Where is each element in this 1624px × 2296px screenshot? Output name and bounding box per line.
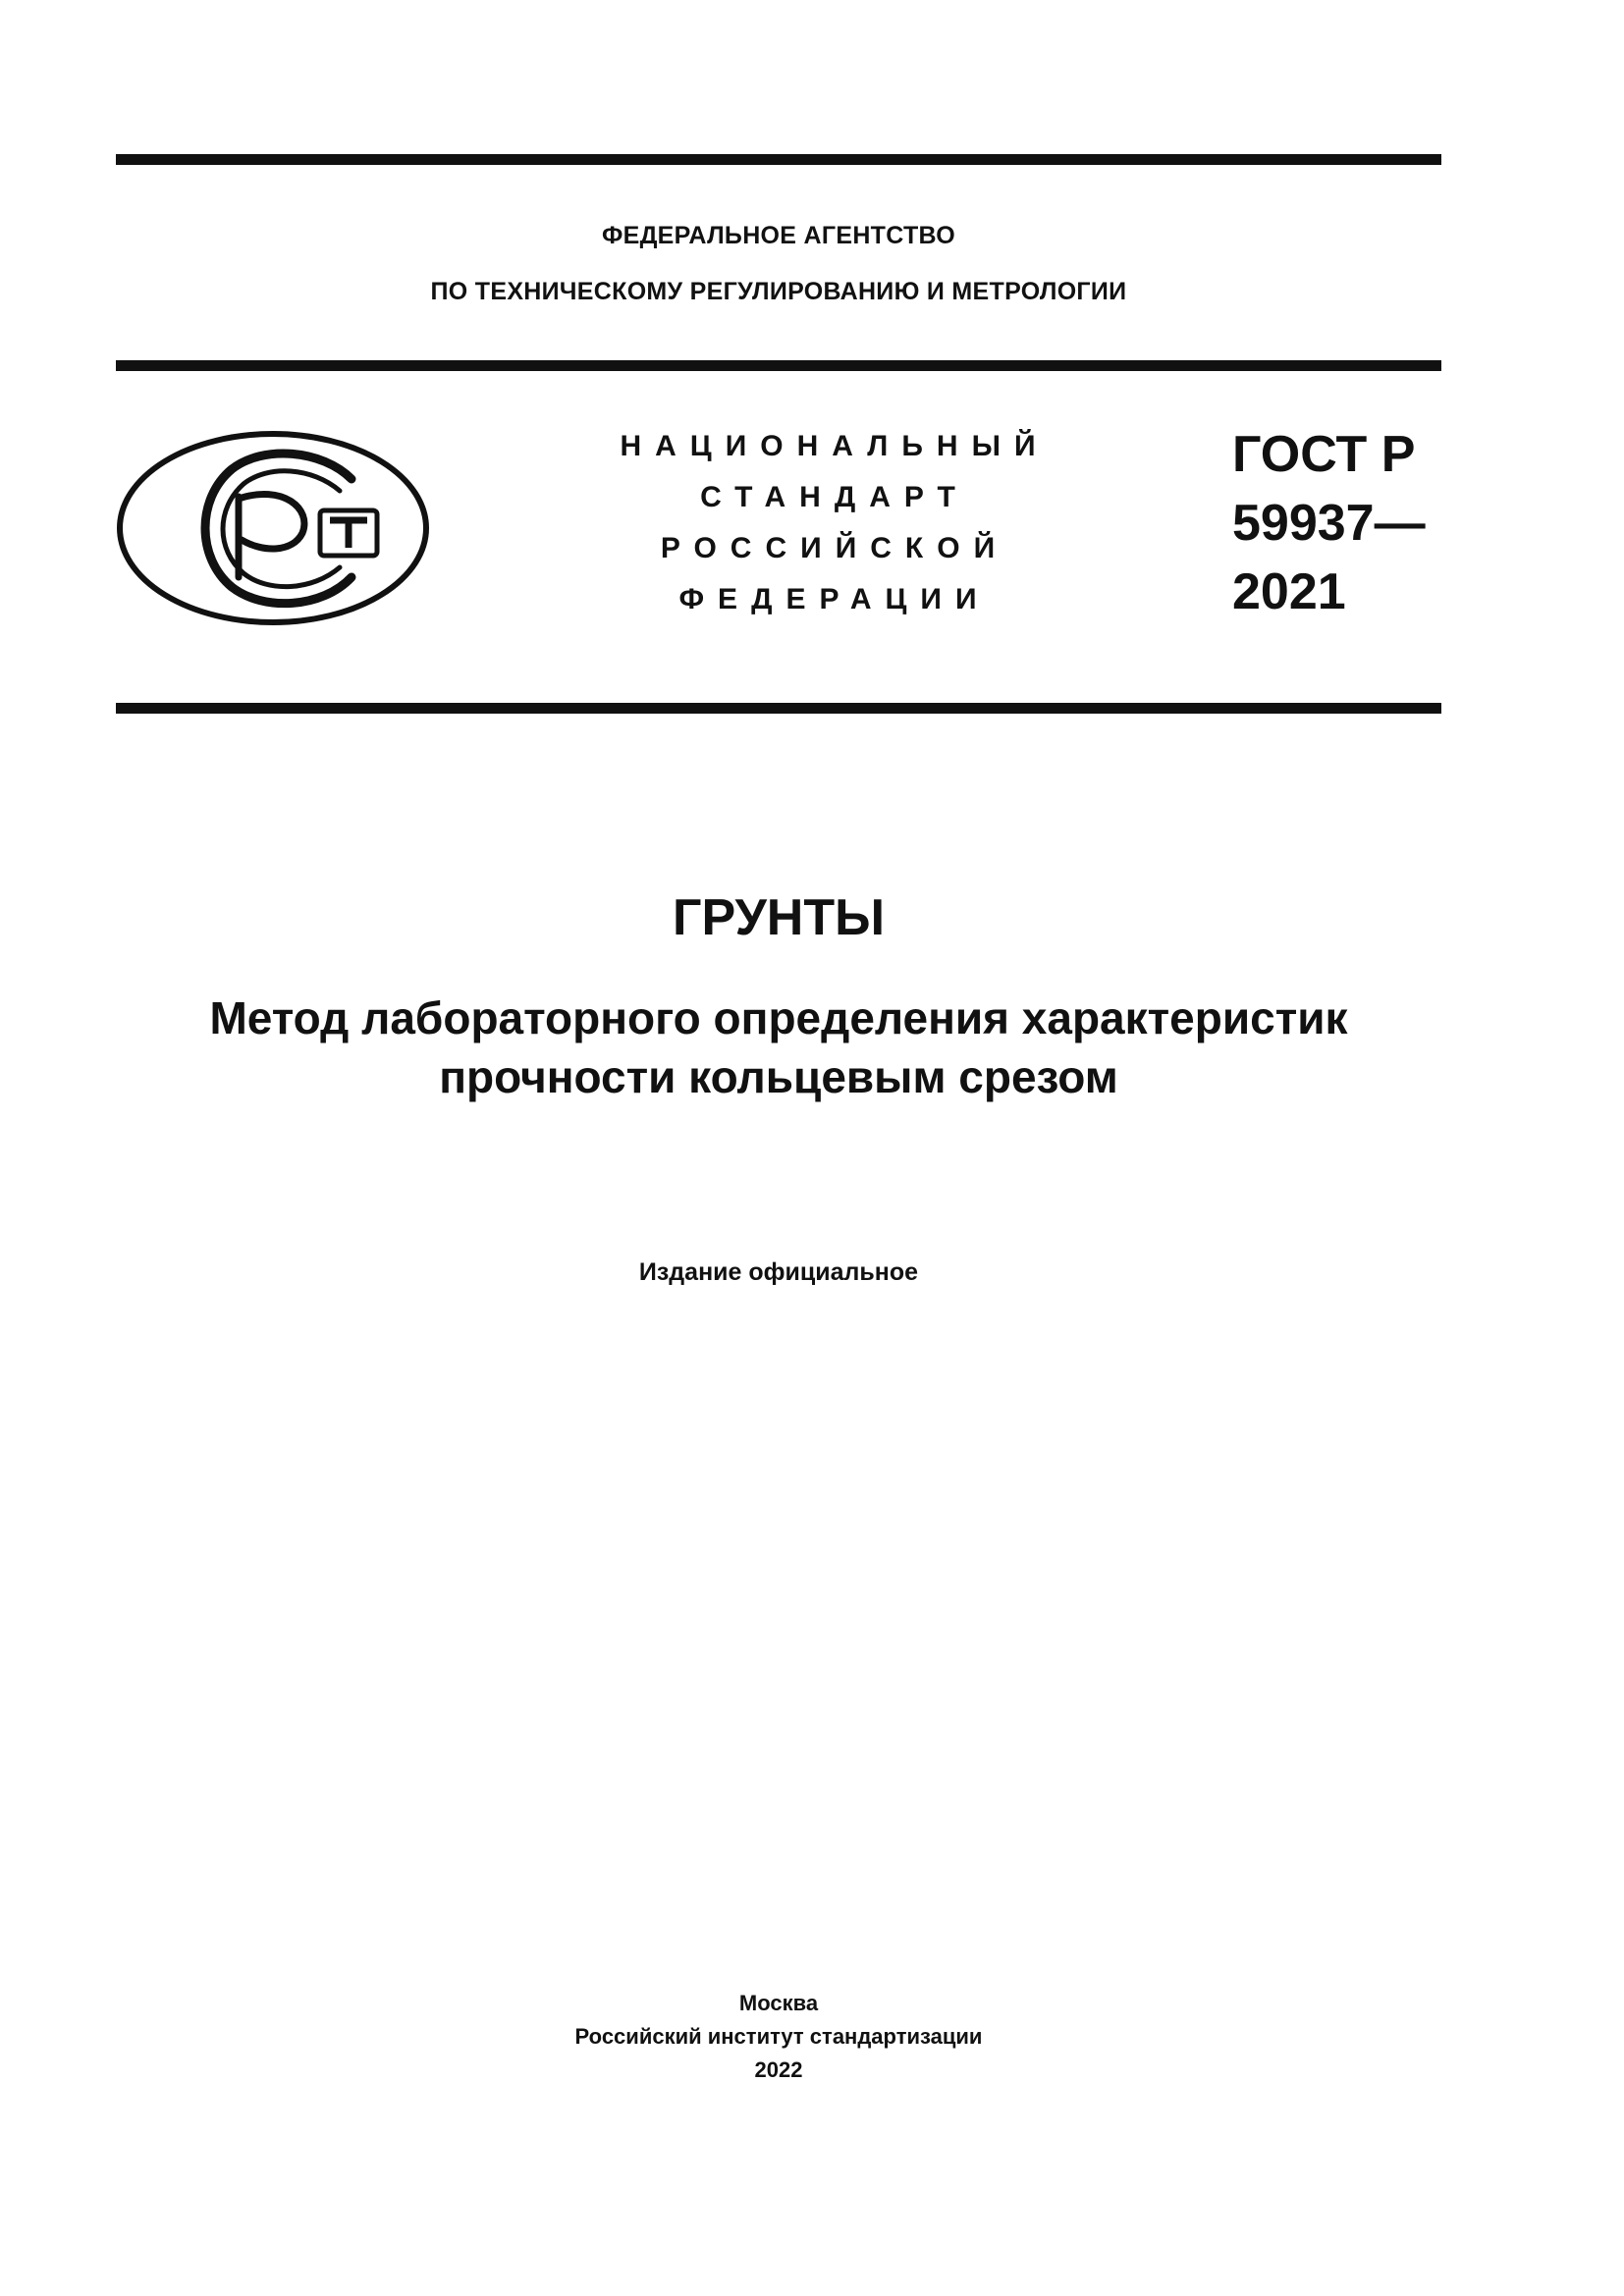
designation-line2: 59937— bbox=[1232, 495, 1426, 552]
publication-year: 2022 bbox=[754, 2057, 803, 2082]
designation-line3: 2021 bbox=[1232, 563, 1346, 620]
document-title: ГРУНТЫ bbox=[672, 889, 886, 946]
agency-name-line1: ФЕДЕРАЛЬНОЕ АГЕНТСТВО bbox=[601, 222, 956, 249]
header-bottom-rule bbox=[116, 703, 1441, 714]
agency-name-line2: ПО ТЕХНИЧЕСКОМУ РЕГУЛИРОВАНИЮ И МЕТРОЛОГИИ bbox=[430, 278, 1127, 305]
publisher-name: Российский институт стандартизации bbox=[574, 2024, 983, 2049]
standard-type-line1: НАЦИОНАЛЬНЫЙ bbox=[620, 430, 1050, 462]
edition-note: Издание официальное bbox=[638, 1258, 919, 1286]
standard-type-line2: СТАНДАРТ bbox=[700, 481, 969, 513]
rst-emblem-icon bbox=[116, 430, 430, 626]
document-subtitle-line2: прочности кольцевым срезом bbox=[439, 1051, 1118, 1102]
publisher-city: Москва bbox=[738, 1991, 819, 2015]
designation-line1: ГОСТ Р bbox=[1232, 426, 1416, 483]
standard-type-line4: ФЕДЕРАЦИИ bbox=[678, 583, 991, 615]
standard-type-line3: РОССИЙСКОЙ bbox=[660, 532, 1009, 564]
header-rule bbox=[116, 360, 1441, 371]
top-rule bbox=[116, 154, 1441, 165]
document-subtitle-line1: Метод лабораторного определения характеристик bbox=[209, 992, 1348, 1043]
